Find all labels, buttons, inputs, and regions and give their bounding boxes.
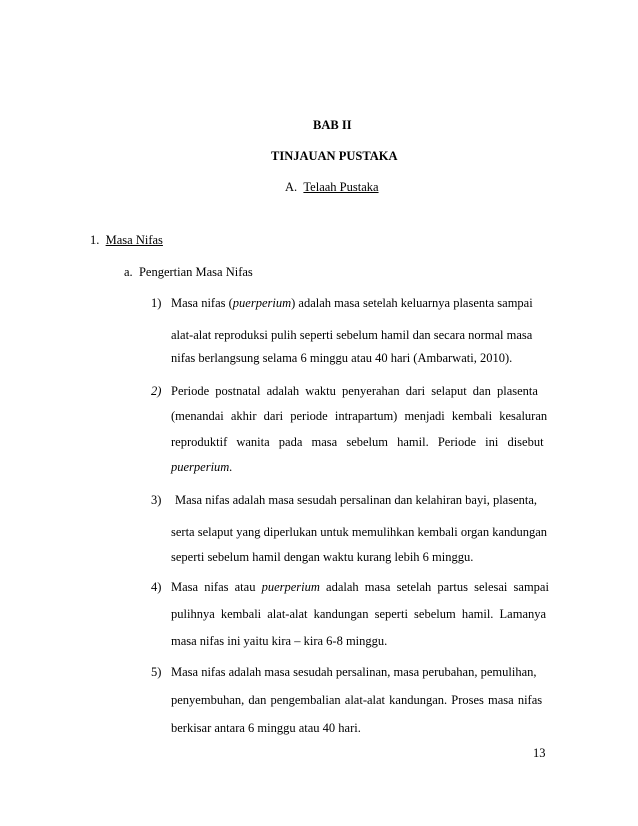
item-text: Masa nifas (puerperium) adalah masa setelah keluarnya plasenta sampai: [171, 296, 533, 310]
item-number: 5): [151, 665, 162, 679]
item-line: nifas berlangsung selama 6 minggu atau 40 hari (Ambarwati, 2010).: [171, 351, 513, 365]
topic-heading: [90, 232, 163, 248]
item-line: pulihnya kembali alat-alat kandungan seperti sebelum hamil. Lamanya: [171, 607, 547, 621]
item-number: 3): [151, 493, 162, 507]
item-line: penyembuhan, dan pengembalian alat-alat kandungan. Proses masa nifas: [171, 693, 543, 707]
item-line: masa nifas ini yaitu kira – kira 6-8 minggu.: [171, 634, 388, 648]
item-line: alat-alat reproduksi pulih seperti sebelum hamil dan secara normal masa: [171, 328, 533, 342]
item-line: berkisar antara 6 minggu atau 40 hari.: [171, 721, 361, 735]
item-line: Periode postnatal adalah waktu penyerahan dari selaput dan plasenta: [171, 384, 538, 398]
section-title: Telaah Pustaka: [303, 180, 379, 194]
subtopic-title: Pengertian Masa Nifas: [138, 265, 253, 279]
item-number: 4): [151, 580, 162, 594]
topic-number: 1.: [90, 233, 100, 247]
page-number: 13: [533, 746, 546, 760]
section-number: A.: [285, 180, 298, 194]
section-heading: [285, 179, 379, 195]
item-line: [171, 295, 547, 311]
item-line: reproduktif wanita pada masa sebelum hamil. Periode ini disebut: [171, 435, 544, 449]
subtopic-number: a.: [124, 265, 133, 279]
item-line: puerperium.: [171, 460, 233, 474]
subtopic-heading: [124, 264, 253, 280]
item-number: 1): [151, 296, 162, 310]
item-line: (menandai akhir dari periode intrapartum) menjadi kembali kesaluran: [171, 409, 548, 423]
chapter-title: TINJAUAN PUSTAKA: [271, 149, 398, 163]
chapter-label: BAB II: [313, 118, 352, 132]
item-line: serta selaput yang diperlukan untuk memulihkan kembali organ kandungan: [171, 525, 548, 539]
item-line: seperti sebelum hamil dengan waktu kurang lebih 6 minggu.: [171, 550, 474, 564]
item-line: Masa nifas adalah masa sesudah persalinan dan kelahiran bayi, plasenta,: [175, 493, 538, 507]
item-number: 2): [151, 384, 162, 398]
topic-title: Masa Nifas: [105, 233, 163, 247]
item-line: Masa nifas atau puerperium adalah masa setelah partus selesai sampai: [171, 580, 549, 594]
item-line: Masa nifas adalah masa sesudah persalinan, masa perubahan, pemulihan,: [171, 665, 537, 679]
